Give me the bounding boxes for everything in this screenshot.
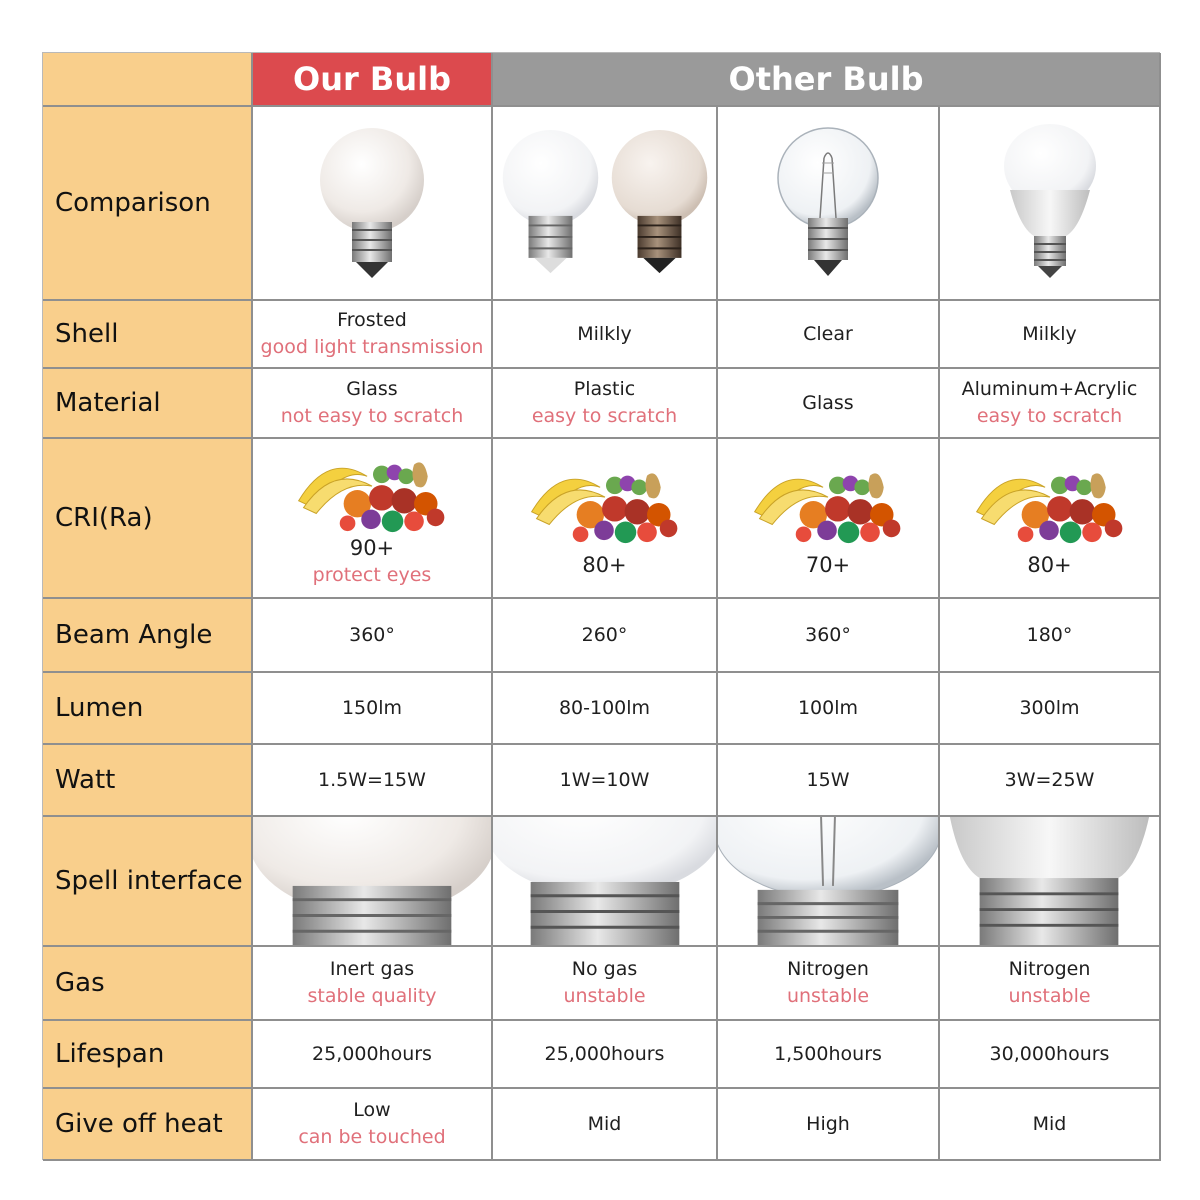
gas-other-3 xyxy=(940,947,1161,1021)
label-give-off-heat: Give off heat xyxy=(43,1089,253,1161)
milky-base-closeup-icon xyxy=(493,817,716,945)
material-value: Glass xyxy=(346,378,398,400)
gas-other-1 xyxy=(493,947,718,1021)
label-spell-interface: Spell interface xyxy=(43,817,253,947)
gas-note: stable quality xyxy=(307,985,437,1007)
heat-note: can be touched xyxy=(298,1126,446,1148)
material-note: easy to scratch xyxy=(976,405,1123,427)
bulb-image-other-1 xyxy=(493,107,718,301)
cri-value: 80+ xyxy=(1027,552,1072,577)
label-shell: Shell xyxy=(43,301,253,369)
material-note: not easy to scratch xyxy=(280,405,464,427)
gas-value: Nitrogen xyxy=(1008,958,1091,980)
label-material: Material xyxy=(43,369,253,439)
fruit-icon xyxy=(520,458,690,546)
label-lumen: Lumen xyxy=(43,673,253,745)
cri-other-2 xyxy=(718,439,940,599)
heat-value: Mid xyxy=(587,1112,622,1135)
interface-image-other-3 xyxy=(940,817,1161,947)
material-other-2 xyxy=(718,369,940,439)
fruit-icon xyxy=(287,447,457,535)
lumen-other-1: 80-100lm xyxy=(493,673,718,745)
heat-our xyxy=(253,1089,493,1161)
beam-angle-other-2: 360° xyxy=(718,599,940,673)
material-other-3 xyxy=(940,369,1161,439)
watt-other-2: 15W xyxy=(718,745,940,817)
bulb-image-our xyxy=(253,107,493,301)
interface-image-other-1 xyxy=(493,817,718,947)
watt-our: 1.5W=15W xyxy=(253,745,493,817)
lumen-our: 150lm xyxy=(253,673,493,745)
lifespan-our: 25,000hours xyxy=(253,1021,493,1089)
watt-other-3: 3W=25W xyxy=(940,745,1161,817)
material-our xyxy=(253,369,493,439)
header-our-bulb: Our Bulb xyxy=(253,53,493,107)
cri-other-3 xyxy=(940,439,1161,599)
shell-note: good light transmission xyxy=(260,336,484,358)
gas-note: unstable xyxy=(1008,985,1091,1007)
frosted-bulb-icon xyxy=(312,118,432,288)
fruit-icon xyxy=(965,458,1135,546)
bulb-image-other-3 xyxy=(940,107,1161,301)
lumen-other-2: 100lm xyxy=(718,673,940,745)
cri-value: 70+ xyxy=(805,552,851,577)
shell-other-2 xyxy=(718,301,940,369)
cri-our xyxy=(253,439,493,599)
heat-value: Low xyxy=(353,1099,391,1121)
label-lifespan: Lifespan xyxy=(43,1021,253,1089)
fruit-icon xyxy=(743,458,913,546)
lifespan-other-3: 30,000hours xyxy=(940,1021,1161,1089)
heat-other-3 xyxy=(940,1089,1161,1161)
material-value: Glass xyxy=(802,391,854,414)
header-other-bulb: Other Bulb xyxy=(493,53,1161,107)
label-gas: Gas xyxy=(43,947,253,1021)
clear-incandescent-bulb-icon xyxy=(768,118,888,288)
bulb-image-other-2 xyxy=(718,107,940,301)
lumen-other-3: 300lm xyxy=(940,673,1161,745)
cri-value: 90+ xyxy=(349,536,395,560)
aluminum-acrylic-bulb-icon xyxy=(990,118,1110,288)
shell-value: Milkly xyxy=(577,322,632,345)
label-beam-angle: Beam Angle xyxy=(43,599,253,673)
material-value: Aluminum+Acrylic xyxy=(961,378,1138,400)
clear-base-closeup-icon xyxy=(718,817,938,945)
heat-other-2 xyxy=(718,1089,940,1161)
shell-other-3 xyxy=(940,301,1161,369)
milky-warm-bulb-icon xyxy=(607,121,712,286)
heat-other-1 xyxy=(493,1089,718,1161)
aluminum-base-closeup-icon xyxy=(940,817,1159,945)
gas-value: Nitrogen xyxy=(787,958,869,980)
comparison-table xyxy=(42,52,1160,1160)
beam-angle-our: 360° xyxy=(253,599,493,673)
gas-note: unstable xyxy=(563,985,646,1007)
label-comparison: Comparison xyxy=(43,107,253,301)
milky-plastic-bulb-icon xyxy=(498,121,603,286)
heat-value: High xyxy=(806,1112,850,1135)
heat-value: Mid xyxy=(1032,1112,1067,1135)
header-blank xyxy=(43,53,253,107)
cri-other-1 xyxy=(493,439,718,599)
lifespan-other-2: 1,500hours xyxy=(718,1021,940,1089)
material-note: easy to scratch xyxy=(531,405,678,427)
shell-our xyxy=(253,301,493,369)
beam-angle-other-3: 180° xyxy=(940,599,1161,673)
label-cri: CRI(Ra) xyxy=(43,439,253,599)
interface-image-our xyxy=(253,817,493,947)
shell-value: Frosted xyxy=(337,309,407,331)
interface-image-other-2 xyxy=(718,817,940,947)
label-watt: Watt xyxy=(43,745,253,817)
gas-value: No gas xyxy=(571,958,638,980)
shell-value: Clear xyxy=(803,322,853,345)
cri-value: 80+ xyxy=(582,552,627,577)
gas-our xyxy=(253,947,493,1021)
lifespan-other-1: 25,000hours xyxy=(493,1021,718,1089)
watt-other-1: 1W=10W xyxy=(493,745,718,817)
material-other-1 xyxy=(493,369,718,439)
cri-note: protect eyes xyxy=(312,564,432,586)
gas-other-2 xyxy=(718,947,940,1021)
beam-angle-other-1: 260° xyxy=(493,599,718,673)
gas-value: Inert gas xyxy=(329,958,415,980)
frosted-base-closeup-icon xyxy=(253,817,491,945)
gas-note: unstable xyxy=(786,985,870,1007)
material-value: Plastic xyxy=(573,378,636,400)
shell-value: Milkly xyxy=(1022,322,1077,345)
shell-other-1 xyxy=(493,301,718,369)
